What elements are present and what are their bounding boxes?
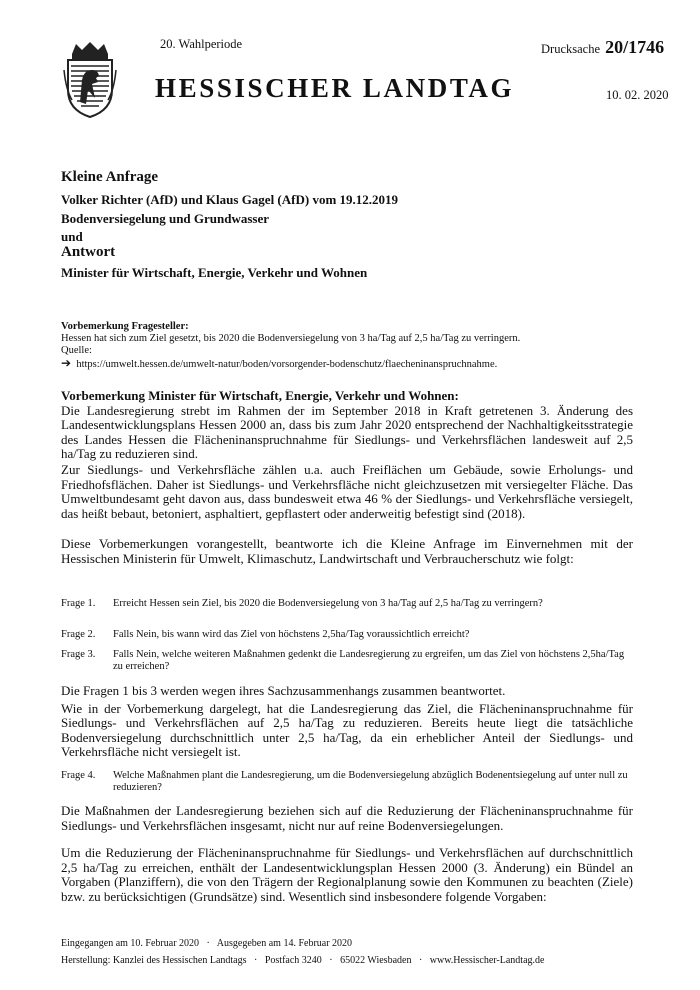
prelim-minister-title: Vorbemerkung Minister für Wirtschaft, Energie, Verkehr und Wohnen: (61, 388, 459, 403)
und-label: und (61, 229, 83, 244)
prelim-questioner-title: Vorbemerkung Fragesteller: (61, 321, 189, 332)
prelim-minister-paragraph: Die Landesregierung strebt im Rahmen der im September 2018 in Kraft getretenen 3. Änderung des Landesentwicklungsplans Hessen 2000 an, dass bis zum Jahr 2020 entsprechend der Nachhaltigkeitsstrategie des Landes Hessen die Flächeninanspruchnahme für Siedlungs- und Verkehrsflächen landesweit auf 2,5 ha/Tag zu reduzieren sind. (61, 402, 633, 462)
source-url-link[interactable]: https://umwelt.hessen.de/umwelt-natur/boden/vorsorgender-bodenschutz/flaecheninanspruchnahme. (76, 359, 498, 370)
inquiry-authors: Volker Richter (AfD) und Klaus Gagel (AfD) vom 19.12.2019 (61, 192, 399, 207)
question-item (61, 598, 633, 610)
question-item (61, 629, 633, 641)
question-label: Frage 1. (61, 598, 96, 609)
question-text: Welche Maßnahmen plant die Landesregierung, um die Bodenversiegelung abzüglich Bodenentsiegelung auf unter null zu reduzieren? (113, 770, 628, 793)
drucksache (541, 37, 664, 58)
answer-4-paragraph: Die Maßnahmen der Landesregierung beziehen sich auf die Reduzierung der Flächeninanspruchnahme für Siedlungs- und Verkehrsflächen insgesamt, nicht nur auf reine Bodenversiegelungen. (61, 803, 633, 833)
question-item (61, 770, 633, 794)
parliament-title: HESSISCHER LANDTAG (155, 73, 515, 103)
question-label: Frage 4. (61, 770, 96, 781)
answering-minister: Minister für Wirtschaft, Energie, Verkehr und Wohnen (61, 265, 368, 280)
question-item (61, 649, 633, 673)
hessen-coat-of-arms-icon (62, 40, 118, 118)
question-text: Falls Nein, welche weiteren Maßnahmen gedenkt die Landesregierung zu ergreifen, um das Ziel von höchstens 2,5ha/Tag zu erreichen? (113, 649, 625, 672)
prelim-questioner-text: Hessen hat sich zum Ziel gesetzt, bis 2020 die Bodenversiegelung von 3 ha/Tag auf 2,5 ha/Tag zu verringern. (61, 333, 521, 344)
inquiry-subject: Bodenversiegelung und Grundwasser (61, 211, 270, 226)
legislative-period: 20. Wahlperiode (160, 37, 243, 51)
drucksache-number: 20/1746 (605, 37, 665, 57)
answer-text: Wie in der Vorbemerkung dargelegt, hat die Landesregierung das Ziel, die Flächeninanspruchnahme für Siedlungs- und Verkehrsflächen auf 2,5 ha/Tag zu reduzieren. Bereits heute liegt die tatsächliche Bodenversiegelung durchschnittlich unter 2,5 ha/Tag, da ein erheblicher Anteil der Siedlungs- und Verkehrsfläche nicht versiegelt ist. (61, 700, 633, 760)
answer-intro: Die Fragen 1 bis 3 werden wegen ihres Sachzusammenhangs zusammen beantwortet. (61, 683, 506, 698)
answer-heading: Antwort (61, 244, 116, 260)
source-line (61, 357, 633, 371)
drucksache-label: Drucksache (541, 42, 600, 56)
question-label: Frage 2. (61, 629, 96, 640)
answer-4-paragraph: Um die Reduzierung der Flächeninanspruchnahme für Siedlungs- und Verkehrsflächen auf durchschnittlich 2,5 ha/Tag zu erreichen, enthält der Landesentwicklungsplan Hessen 2000 (3. Änderung) ein Bündel an Vorgaben (Planziffern), die von den Trägern der Regionalplanung sowie den Kommunen zu beachten (Ziele) bzw. zu berücksichtigen (Grundsätze) sind. Wesentlich sind insbesondere folgende Vorgaben: (61, 845, 633, 904)
prelim-questioner (61, 321, 633, 371)
inquiry-type: Kleine Anfrage (61, 169, 159, 185)
question-text: Erreicht Hessen sein Ziel, bis 2020 die Bodenversiegelung von 3 ha/Tag auf 2,5 ha/Tag zu verringern? (113, 598, 543, 609)
question-text: Falls Nein, bis wann wird das Ziel von höchstens 2,5ha/Tag voraussichtlich erreicht? (113, 629, 470, 640)
document-date: 10. 02. 2020 (606, 88, 669, 102)
prelim-minister-paragraph: Zur Siedlungs- und Verkehrsfläche zählen u.a. auch Freiflächen um Gebäude, sowie Erholungs- und Friedhofsflächen. Daher ist Siedlungs- und Verkehrsfläche nicht gleichzusetzen mit versiegelter Fläche. Das Umweltbundesamt geht davon aus, dass bundesweit etwa 46 % der Siedlungs- und Verkehrsfläche versiegelt, das heißt bebaut, betoniert, asphaltiert, gepflastert oder anderweitig befestigt sind (2018). (61, 462, 633, 521)
answer-1-3 (61, 684, 633, 760)
prelim-minister (61, 389, 633, 462)
footer-dates: Eingegangen am 10. Februar 2020 · Ausgegeben am 14. Februar 2020 (61, 938, 353, 949)
source-label: Quelle: (61, 345, 92, 356)
prelim-minister-paragraph: Diese Vorbemerkungen vorangestellt, beantworte ich die Kleine Anfrage im Einvernehmen mit der Hessischen Ministerin für Umwelt, Klimaschutz, Landwirtschaft und Verbraucherschutz wie folgt: (61, 536, 633, 566)
footer-imprint: Herstellung: Kanzlei des Hessischen Landtags · Postfach 3240 · 65022 Wiesbaden · www.Hessischer-Landtag.de (61, 955, 545, 966)
arrow-right-icon: ➔ (61, 356, 72, 370)
question-label: Frage 3. (61, 649, 96, 660)
